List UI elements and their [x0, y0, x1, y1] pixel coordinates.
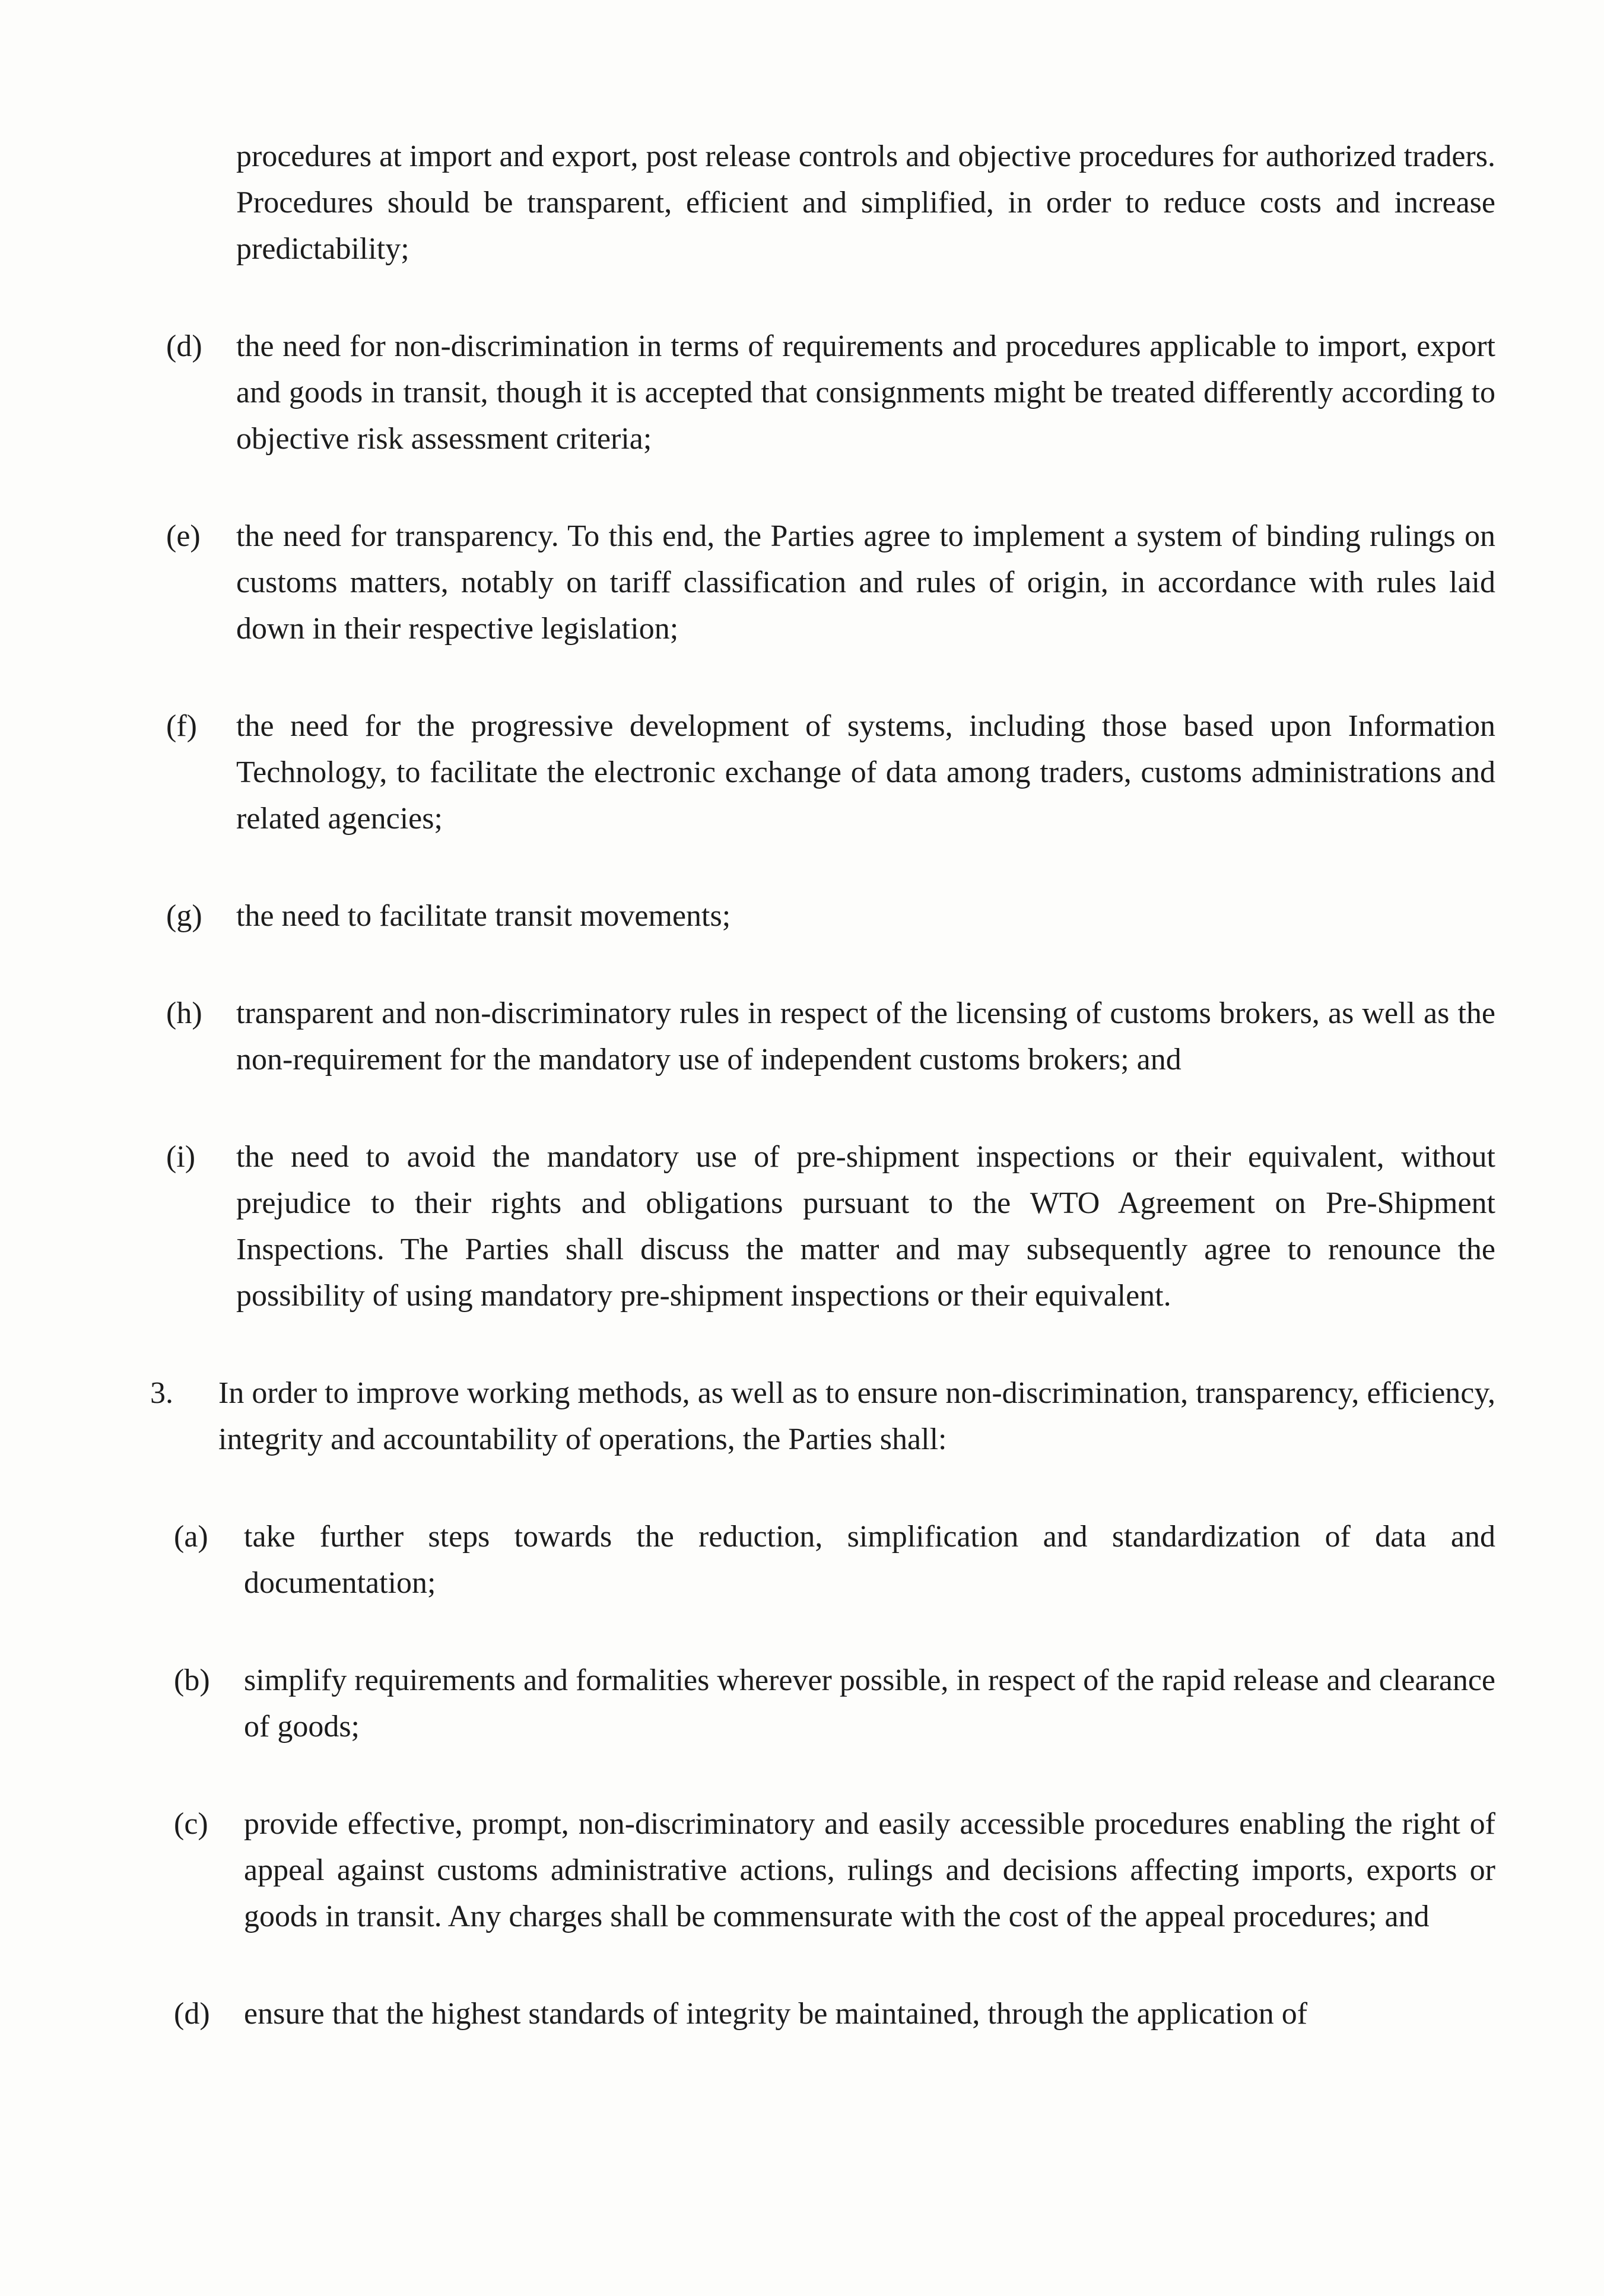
item-label: (a) — [174, 1520, 208, 1554]
item-text: the need for the progressive development of systems, including those based upon Information Technology, to facilitate the electronic exchange of data among traders, customs administrations and related agencies; — [236, 709, 1495, 836]
item-text: take further steps towards the reduction, simplification and standardization of data and documentation; — [244, 1520, 1495, 1600]
item-text: the need for transparency. To this end, the Parties agree to implement a system of binding rulings on customs matters, notably on tariff classification and rules of origin, in accordance with rules laid down in their respective legislation; — [236, 519, 1495, 646]
list-item-3b — [174, 1657, 1495, 1750]
item-text: the need to facilitate transit movements; — [236, 899, 731, 933]
item-text: procedures at import and export, post release controls and objective procedures for authorized traders. Procedures should be transparent, efficient and simplified, in order to reduce costs and increase predictability; — [236, 139, 1495, 266]
paragraph-continuation — [166, 134, 1495, 272]
item-label: (h) — [166, 996, 202, 1030]
list-item-d — [166, 323, 1495, 462]
item-text: simplify requirements and formalities wherever possible, in respect of the rapid release and clearance of goods; — [244, 1663, 1495, 1744]
item-label: (d) — [166, 329, 202, 363]
item-label: (c) — [174, 1807, 208, 1841]
list-item-g — [166, 893, 1495, 939]
item-text: In order to improve working methods, as well as to ensure non-discrimination, transparency, efficiency, integrity and accountability of operations, the Parties shall: — [218, 1376, 1495, 1456]
item-label: (e) — [166, 519, 201, 553]
item-label: (f) — [166, 709, 197, 743]
list-item-h — [166, 990, 1495, 1083]
item-label: (i) — [166, 1140, 196, 1174]
item-label: (g) — [166, 899, 202, 933]
item-text: ensure that the highest standards of integrity be maintained, through the application of — [244, 1997, 1308, 2031]
list-item-i — [166, 1134, 1495, 1319]
item-text: provide effective, prompt, non-discriminatory and easily accessible procedures enabling the right of appeal against customs administrative actions, rulings and decisions affecting imports, exports or goods in transit. Any charges shall be commensurate with the cost of the appeal procedures; and — [244, 1807, 1495, 1933]
item-text: transparent and non-discriminatory rules in respect of the licensing of customs brokers, as well as the non-requirement for the mandatory use of independent customs brokers; and — [236, 996, 1495, 1076]
list-item-3a — [174, 1514, 1495, 1606]
item-label: (b) — [174, 1663, 210, 1697]
numbered-item-3 — [150, 1370, 1495, 1463]
list-item-f — [166, 703, 1495, 842]
item-label: (d) — [174, 1997, 210, 2031]
item-text: the need to avoid the mandatory use of pre-shipment inspections or their equivalent, without prejudice to their rights and obligations pursuant to the WTO Agreement on Pre-Shipment Inspections. The Parties shall discuss the matter and may subsequently agree to renounce the possibility of using mandatory pre-shipment inspections or their equivalent. — [236, 1140, 1495, 1313]
item-label: 3. — [150, 1376, 173, 1410]
list-item-3c — [174, 1801, 1495, 1940]
list-item-3d — [174, 1991, 1495, 2037]
item-text: the need for non-discrimination in terms of requirements and procedures applicable to import, export and goods in transit, though it is accepted that consignments might be treated differently according to objective risk assessment criteria; — [236, 329, 1495, 456]
document-body — [150, 134, 1495, 2037]
list-item-e — [166, 513, 1495, 652]
